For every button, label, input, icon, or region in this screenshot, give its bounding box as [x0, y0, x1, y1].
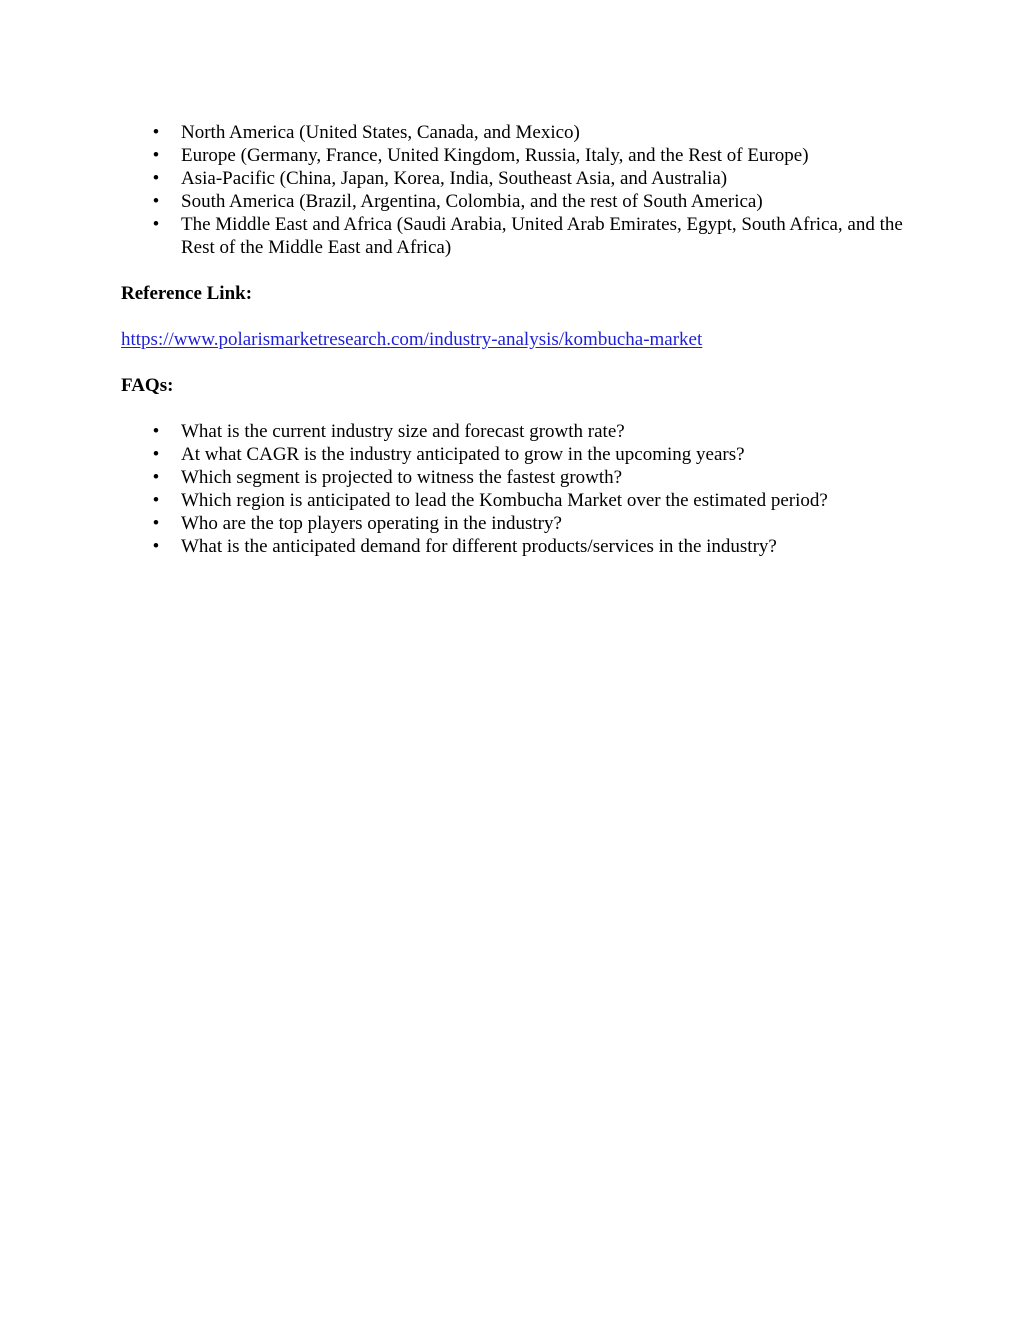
list-item	[121, 167, 911, 190]
bullet-icon: •	[152, 168, 160, 189]
region-text: Asia-Pacific (China, Japan, Korea, India, Southeast Asia, and Australia)	[181, 168, 728, 189]
bullet-icon: •	[152, 490, 160, 511]
list-item	[121, 466, 911, 489]
page-content	[121, 121, 911, 558]
list-item	[121, 512, 911, 535]
faq-text: What is the anticipated demand for different products/services in the industry?	[181, 536, 777, 557]
list-item	[121, 144, 911, 167]
reference-heading: Reference Link:	[121, 283, 253, 304]
faqs-heading: FAQs:	[121, 375, 174, 396]
region-text: Europe (Germany, France, United Kingdom, Russia, Italy, and the Rest of Europe)	[181, 145, 809, 166]
faqs-list	[121, 420, 911, 558]
region-text: The Middle East and Africa (Saudi Arabia, United Arab Emirates, Egypt, South Africa, and the Rest of the Middle East and Africa)	[181, 214, 903, 258]
list-item	[121, 190, 911, 213]
bullet-icon: •	[152, 421, 160, 442]
faq-text: Who are the top players operating in the industry?	[181, 513, 562, 534]
reference-link-paragraph	[121, 328, 911, 351]
faq-text: At what CAGR is the industry anticipated to grow in the upcoming years?	[181, 444, 745, 465]
bullet-icon: •	[152, 145, 160, 166]
faq-text: Which region is anticipated to lead the Kombucha Market over the estimated period?	[181, 490, 828, 511]
reference-link[interactable]: https://www.polarismarketresearch.com/industry-analysis/kombucha-market	[121, 329, 703, 350]
faq-text: What is the current industry size and forecast growth rate?	[181, 421, 625, 442]
bullet-icon: •	[152, 122, 160, 143]
list-item	[121, 420, 911, 443]
bullet-icon: •	[152, 536, 160, 557]
bullet-icon: •	[152, 444, 160, 465]
list-item	[121, 443, 911, 466]
list-item	[121, 121, 911, 144]
list-item	[121, 489, 911, 512]
regions-list	[121, 121, 911, 259]
bullet-icon: •	[152, 513, 160, 534]
list-item	[121, 535, 911, 558]
list-item	[121, 213, 911, 259]
region-text: South America (Brazil, Argentina, Colombia, and the rest of South America)	[181, 191, 763, 212]
faq-text: Which segment is projected to witness the fastest growth?	[181, 467, 623, 488]
bullet-icon: •	[152, 214, 160, 235]
region-text: North America (United States, Canada, and Mexico)	[181, 122, 580, 143]
bullet-icon: •	[152, 191, 160, 212]
bullet-icon: •	[152, 467, 160, 488]
